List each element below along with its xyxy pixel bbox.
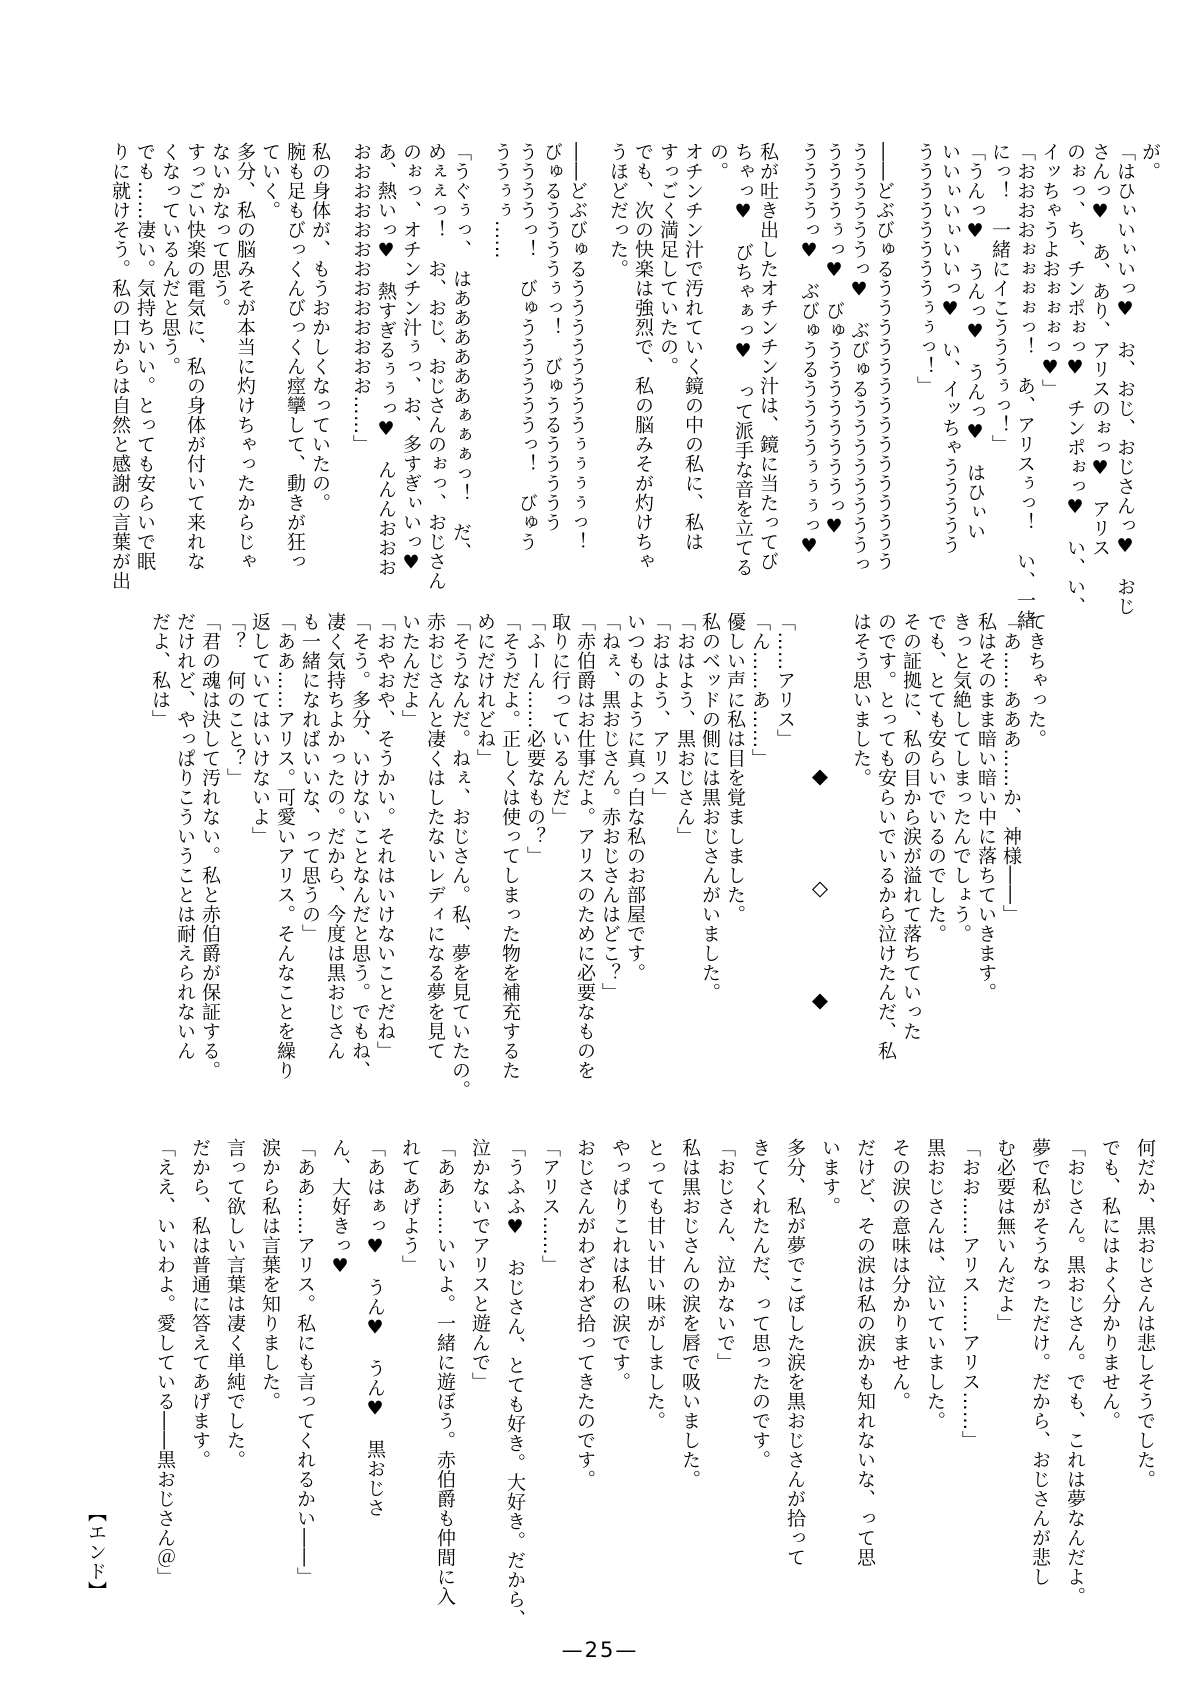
text-column: すっごい快楽の電気に、私の身体が付いて来れな — [184, 142, 206, 571]
text-column: が。 — [1139, 142, 1161, 181]
text-column: 私のベッドの側には黒おじさんがいました。 — [699, 612, 721, 1002]
text-column: 私は黒おじさんの涙を唇で吸いました。 — [679, 1138, 701, 1489]
text-column: うほどだった。 — [607, 142, 629, 279]
text-column: でも……凄い。気持ちいい。とっても安らいで眠 — [134, 142, 156, 571]
text-column: のぉっ、ち、チンポぉっ♥ チンポぉっ♥ い、い、 — [1064, 142, 1086, 616]
text-column: ないかなって思う。 — [209, 142, 231, 318]
text-column: でも、とても安らいでいるのでした。 — [925, 612, 947, 944]
text-column: 「はひぃいぃいっ♥ お、おじ、おじさんっ♥ おじ — [1114, 142, 1136, 616]
text-column: 「あ……あああ……か、神様――」 — [1000, 612, 1022, 924]
text-column: 「そう。多分、いけないことなんだと思う。でもね、 — [349, 612, 371, 1080]
text-column: きてくれたんだ、って思ったのです。 — [749, 1138, 771, 1470]
end-marker: 【エンド】 — [85, 1503, 107, 1601]
text-column: 「おじさん、泣かないで」 — [714, 1138, 736, 1372]
text-column: 赤おじさんと凄くはしたないレディになる夢を見て — [424, 612, 446, 1061]
text-column: ――どぶびゅるううううううううううううううう — [873, 142, 895, 571]
text-column: 私の身体が、もうおかしくなっていたの。 — [309, 142, 331, 513]
text-column: いたんだよ」 — [399, 612, 421, 729]
text-column: 「ねぇ、黒おじさん。赤おじさんはどこ？」 — [599, 612, 621, 1002]
text-column: 「おお……アリス……アリス……」 — [959, 1138, 981, 1450]
text-column: オチンチン汁で汚れていく鏡の中の私に、私は — [682, 142, 704, 552]
text-column: 「ああ……アリス。私にも言ってくれるかい――」 — [294, 1138, 316, 1587]
text-column: 「君の魂は決して汚れない。私と赤伯爵が保証する。 — [199, 612, 221, 1080]
text-column: 「ええ、いいわよ。愛している――黒おじさん＠」 — [154, 1138, 176, 1587]
text-column: 「アリス……」 — [539, 1138, 561, 1275]
text-column: 「うふふ♥ おじさん、とても好き。大好き。だから、 — [504, 1138, 526, 1629]
text-column: でも、次の快楽は強烈で、私の脳みそが灼けちゃ — [632, 142, 654, 571]
text-column: 凄く気持ちよかったの。だから、今度は黒おじさん — [324, 612, 346, 1061]
text-column: ちゃっ♥ びちゃぁっ♥ って派手な音を立てる — [732, 142, 754, 577]
text-column: てきちゃった。 — [1025, 612, 1047, 749]
text-column: すっごく満足していたの。 — [657, 142, 679, 376]
text-column: 「おじさん。黒おじさん。でも、これは夢なんだよ。 — [1064, 1138, 1086, 1606]
text-column: ううううぅっ♥ びゅううううううううっ♥ — [823, 142, 845, 538]
text-column: いいぃいぃいいっ♥ い、イッちゃううううう — [939, 142, 961, 555]
text-column: その証拠に、私の目から涙が溢れて落ちていった — [900, 612, 922, 1041]
text-column: のです。とっても安らいでいるから泣けたんだ、私 — [875, 612, 897, 1061]
text-column: くなっているんだと思う。 — [159, 142, 181, 376]
text-column: びゅるううううぅっ！ びゅうるううううう — [541, 142, 563, 532]
text-column: 言って欲しい言葉は凄く単純でした。 — [224, 1138, 246, 1470]
text-column: れてあげよう」 — [399, 1138, 421, 1275]
text-column: にっ！ 一緒にイこうううぅっ！」 — [989, 142, 1011, 454]
text-column: 優しい声に私は目を覚ましました。 — [724, 612, 746, 924]
text-column: のぉっ、オチンチン汁ぅっ、お、多すぎぃいっ♥ — [400, 142, 422, 574]
text-column: 「うんっ♥ うんっ♥ うんっ♥ はひぃい — [964, 142, 986, 541]
page-number: —25— — [561, 1638, 639, 1662]
text-column: 夢で私がそうなっただけ。だから、おじさんが悲し — [1029, 1138, 1051, 1587]
text-column: 「？ 何のこと？」 — [224, 612, 246, 788]
text-column: 「ん……あ……」 — [749, 612, 771, 768]
text-column: む必要は無いんだよ」 — [994, 1138, 1016, 1333]
text-column: ううううっ！ びゅううううううっ！ びゅう — [516, 142, 538, 552]
text-column: 返していてはいけないよ」 — [249, 612, 271, 846]
text-column: 私が吐き出したオチンチン汁は、鏡に当たってび — [757, 142, 779, 571]
text-column: その涙の意味は分かりません。 — [889, 1138, 911, 1411]
text-column: 「あはぁっ♥ うん♥ うん♥ 黒おじさ — [364, 1138, 386, 1518]
text-column: だから、私は普通に答えてあげます。 — [189, 1138, 211, 1470]
text-column: ううぅぅ…… — [491, 142, 513, 259]
text-column: めぇぇっ！ お、おじ、おじさんのぉっ、おじさん — [425, 142, 447, 591]
text-column: あ、熱いっ♥ 熱すぎるぅぅっ♥ んんんおおお — [375, 142, 397, 577]
text-column: 「うぐぅっ、 はああああああぁぁぁっ！ だ、 — [450, 142, 472, 562]
text-column: 「おおおおぉぉぉぉっ！ あ、アリスぅっ！ い、一緒 — [1014, 142, 1036, 630]
text-column: 黒おじさんは、泣いていました。 — [924, 1138, 946, 1431]
text-column: だけれど、やっぱりこういうことは耐えられないん — [174, 612, 196, 1061]
text-column: ううううっ♥ ぶびゅうるううううぅぅぅっ♥ — [798, 142, 820, 558]
text-column: 泣かないでアリスと遊んで」 — [469, 1138, 491, 1392]
text-column: ていく。 — [259, 142, 281, 220]
text-column: 取りに行っているんだ」 — [549, 612, 571, 827]
text-column: います。 — [819, 1138, 841, 1216]
text-column: 「おはよう、アリス」 — [649, 612, 671, 807]
text-column: やっぱりこれは私の涙です。 — [609, 1138, 631, 1392]
text-column: 「赤伯爵はお仕事だよ。アリスのために必要なものを — [574, 612, 596, 1080]
text-column: ――どぶびゅるううううううううぅぅぅぅっ！ — [566, 142, 588, 552]
text-column: めにだけれどね」 — [474, 612, 496, 768]
text-column: 「そうなんだ。ねぇ、おじさん。私、夢を見ていたの。 — [449, 612, 471, 1100]
text-column: おじさんがわざわざ拾ってきたのです。 — [574, 1138, 596, 1489]
text-column: の。 — [707, 142, 729, 181]
text-band-middle — [147, 612, 1048, 1120]
text-column: 腕も足もびっくんびっくん痙攣して、動きが狂っ — [284, 142, 306, 571]
text-column: ん、大好きっ♥ — [329, 1138, 351, 1278]
text-column: いつものように真っ白な私のお部屋です。 — [624, 612, 646, 983]
text-column: 多分、私の脳みそが本当に灼けちゃったからじゃ — [234, 142, 256, 571]
text-column: 涙から私は言葉を知りました。 — [259, 1138, 281, 1411]
text-column: 「……アリス」 — [774, 612, 796, 749]
text-column: だけど、その涙は私の涙かも知れないな、って思 — [854, 1138, 876, 1567]
text-column: ううううううううぅぅっ！」 — [914, 142, 936, 396]
text-column: 「ふーん……必要なもの？」 — [524, 612, 546, 866]
text-column: 「おやおや、そうかい。それはいけないことだね」 — [374, 612, 396, 1061]
text-column: さんっ♥ あ、あり、アリスのぉっ♥ アリス — [1089, 142, 1111, 558]
text-column: りに就けそう。私の口からは自然と感謝の言葉が出 — [109, 142, 131, 591]
text-column: イッちゃうよおぉぉぉっ♥」 — [1039, 142, 1061, 399]
text-column: おおおおおおおおおおおおお……」 — [350, 142, 372, 454]
text-band-top — [107, 142, 1162, 630]
text-column: 「ああ……アリス。可愛いアリス。そんなことを繰り — [274, 612, 296, 1080]
text-band-bottom — [78, 1138, 1162, 1636]
text-column: も一緒になればいいな、って思うの」 — [299, 612, 321, 944]
text-column: はそう思いました。 — [850, 612, 872, 788]
text-column: 何だか、黒おじさんは悲しそうでした。 — [1134, 1138, 1156, 1489]
text-column: 「ああ……いいよ。一緒に遊ぼう。赤伯爵も仲間に入 — [434, 1138, 456, 1606]
text-column: きっと気絶してしまったんでしょう。 — [950, 612, 972, 944]
text-column: 「おはよう、黒おじさん」 — [674, 612, 696, 846]
text-column: とっても甘い甘い味がしました。 — [644, 1138, 666, 1431]
text-column: 「そうだよ。正しくは使ってしまった物を補充するた — [499, 612, 521, 1080]
text-column: でも、私にはよく分かりません。 — [1099, 1138, 1121, 1431]
text-column: 多分、私が夢でこぼした涙を黒おじさんが拾って — [784, 1138, 806, 1567]
section-separator-diamonds: ◆◇◆ — [808, 764, 832, 1100]
text-column: ううううううっ♥ ぶびゅるううううううううっ — [848, 142, 870, 574]
text-column: だよ、私は」 — [149, 612, 171, 729]
text-column: 私はそのまま暗い暗い中に落ちていきます。 — [975, 612, 997, 1002]
